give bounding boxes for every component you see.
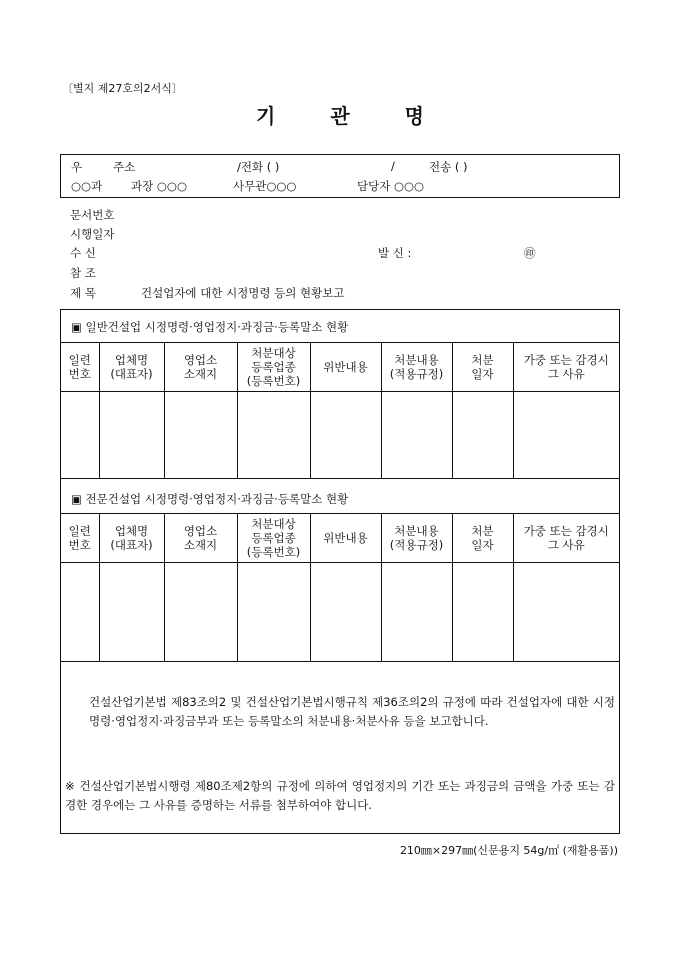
manager: 과장 ○○○	[131, 179, 187, 193]
address-label: 주소	[113, 160, 136, 174]
attachment-note: ※ 건설산업기본법시행령 제80조제2항의 규정에 의하여 영업정지의 기간 또는 과징금의 금액을 가중 또는 감경한 경우에는 그 사유를 증명하는 서류를 첨부하여야 합니다.	[65, 779, 615, 812]
col-header-target-business: 처분대상 등록업종 (등록번호)	[237, 514, 310, 563]
col-header-serial: 일련 번호	[61, 343, 99, 392]
table-cell[interactable]	[99, 563, 164, 662]
table-cell[interactable]	[61, 563, 99, 662]
section-title-specialty: ▣ 전문건설업 시정명령·영업정지·과징금·등록말소 현황	[71, 492, 349, 506]
department: ○○과	[71, 179, 103, 193]
table-cell[interactable]	[381, 563, 452, 662]
col-header-office-location: 영업소 소재지	[164, 343, 237, 392]
form-identifier: 〔별지 제27호의2서식〕	[62, 82, 183, 95]
title-char-1: 기	[256, 104, 276, 128]
report-section	[60, 309, 620, 834]
col-header-disposition: 처분내용 (적용규정)	[381, 514, 452, 563]
table-cell[interactable]	[237, 392, 310, 479]
subject-label: 제 목	[70, 286, 96, 300]
staff: 담당자 ○○○	[357, 179, 425, 193]
address-block	[60, 154, 620, 198]
section-title-general: ▣ 일반건설업 시정명령·영업정지·과징금·등록말소 현황	[71, 320, 349, 334]
seal-mark: ㊞	[524, 246, 536, 260]
table-cell[interactable]	[513, 563, 619, 662]
table-cell[interactable]	[99, 392, 164, 479]
col-header-disposition-date: 처분 일자	[452, 514, 513, 563]
doc-number-label: 문서번호	[70, 208, 115, 222]
col-header-company: 업체명 (대표자)	[99, 343, 164, 392]
col-header-serial: 일련 번호	[61, 514, 99, 563]
table-cell[interactable]	[164, 392, 237, 479]
title-char-3: 명	[404, 104, 424, 128]
page-title	[0, 100, 680, 129]
col-header-reason: 가중 또는 감경시 그 사유	[513, 343, 619, 392]
table-cell[interactable]	[237, 563, 310, 662]
paper-spec-footer: 210㎜×297㎜(신문용지 54g/㎡ (재활용품))	[399, 844, 618, 857]
table-cell[interactable]	[381, 392, 452, 479]
title-char-2: 관	[330, 104, 350, 128]
col-header-disposition: 처분내용 (적용규정)	[381, 343, 452, 392]
col-header-violation: 위반내용	[310, 343, 381, 392]
col-header-reason: 가중 또는 감경시 그 사유	[513, 514, 619, 563]
table-cell[interactable]	[452, 563, 513, 662]
report-paragraph: 건설산업기본법 제83조의2 및 건설산업기본법시행규칙 제36조의2의 규정에 따라 건설업자에 대한 시정명령·영업정지·과징금부과 또는 등록말소의 처분내용·처분사유 등을 보고합니다.	[89, 695, 615, 728]
fax-label: 전송 ( )	[429, 160, 468, 174]
table-cell[interactable]	[164, 563, 237, 662]
general-construction-table	[61, 342, 619, 479]
phone-label: /전화 ( )	[237, 160, 280, 174]
table-cell[interactable]	[310, 563, 381, 662]
col-header-violation: 위반내용	[310, 514, 381, 563]
recipient-label: 수 신	[70, 246, 96, 260]
col-header-office-location: 영업소 소재지	[164, 514, 237, 563]
issue-date-label: 시행일자	[70, 227, 115, 241]
reference-label: 참 조	[70, 266, 96, 280]
subject-value: 건설업자에 대한 시정명령 등의 현황보고	[141, 286, 345, 300]
officer: 사무관○○○	[233, 179, 297, 193]
table-cell[interactable]	[310, 392, 381, 479]
fax-slash: /	[391, 159, 395, 173]
col-header-disposition-date: 처분 일자	[452, 343, 513, 392]
specialty-construction-table	[61, 513, 619, 662]
table-cell[interactable]	[452, 392, 513, 479]
col-header-target-business: 처분대상 등록업종 (등록번호)	[237, 343, 310, 392]
table-cell[interactable]	[513, 392, 619, 479]
table-cell[interactable]	[61, 392, 99, 479]
sender-label: 발 신 :	[378, 246, 412, 260]
postal-label: 우	[71, 160, 83, 174]
col-header-company: 업체명 (대표자)	[99, 514, 164, 563]
